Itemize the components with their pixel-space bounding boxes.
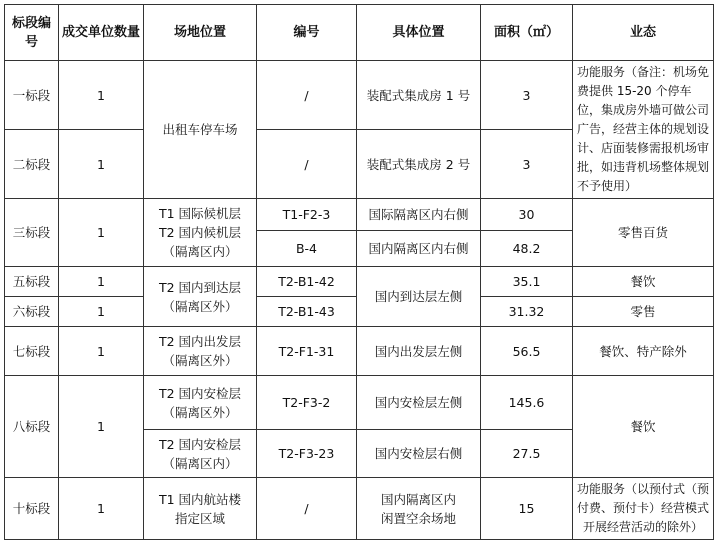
header-section: 标段编号 (5, 5, 59, 61)
bid-section-table (4, 4, 714, 540)
area-cell: 35.1 (481, 267, 573, 297)
header-detail: 具体位置 (357, 5, 481, 61)
area-cell: 3 (481, 130, 573, 199)
count-cell: 1 (59, 267, 144, 297)
area-cell: 27.5 (481, 430, 573, 478)
count-cell: 1 (59, 327, 144, 376)
location-cell: T2 国内到达层 （隔离区外） (144, 267, 257, 327)
section-cell: 一标段 (5, 61, 59, 130)
business-cell: 餐饮、特产除外 (573, 327, 714, 376)
area-cell: 31.32 (481, 297, 573, 327)
area-cell: 56.5 (481, 327, 573, 376)
table-row (5, 267, 714, 297)
detail-cell: 国内隔离区内右侧 (357, 231, 481, 267)
area-cell: 48.2 (481, 231, 573, 267)
code-cell: T2-F1-31 (257, 327, 357, 376)
count-cell: 1 (59, 61, 144, 130)
location-cell: T1 国际候机层 T2 国内候机层 （隔离区内） (144, 199, 257, 267)
location-cell: T1 国内航站楼 指定区域 (144, 478, 257, 540)
area-cell: 30 (481, 199, 573, 231)
area-cell: 3 (481, 61, 573, 130)
business-cell: 餐饮 (573, 376, 714, 478)
section-cell: 六标段 (5, 297, 59, 327)
business-cell: 零售 (573, 297, 714, 327)
code-cell: / (257, 130, 357, 199)
code-cell: / (257, 478, 357, 540)
area-cell: 15 (481, 478, 573, 540)
area-cell: 145.6 (481, 376, 573, 430)
section-cell: 八标段 (5, 376, 59, 478)
section-cell: 二标段 (5, 130, 59, 199)
detail-cell: 国内出发层左侧 (357, 327, 481, 376)
business-cell: 功能服务（备注：机场免费提供 15-20 个停车位，集成房外墙可做公司广告，经营主体的规划设计、店面装修需报机场审批，如违背机场整体规划不予使用） (573, 61, 714, 199)
section-cell: 十标段 (5, 478, 59, 540)
location-cell: T2 国内安检层 （隔离区内） (144, 430, 257, 478)
count-cell: 1 (59, 130, 144, 199)
count-cell: 1 (59, 297, 144, 327)
code-cell: B-4 (257, 231, 357, 267)
table-row (5, 61, 714, 130)
table-row (5, 199, 714, 231)
code-cell: / (257, 61, 357, 130)
header-code: 编号 (257, 5, 357, 61)
header-business: 业态 (573, 5, 714, 61)
detail-cell: 国内安检层右侧 (357, 430, 481, 478)
detail-cell: 国内隔离区内 闲置空余场地 (357, 478, 481, 540)
table-row (5, 376, 714, 430)
count-cell: 1 (59, 478, 144, 540)
header-area: 面积（㎡） (481, 5, 573, 61)
table-row (5, 327, 714, 376)
location-cell: T2 国内安检层 （隔离区外） (144, 376, 257, 430)
code-cell: T2-F3-23 (257, 430, 357, 478)
location-cell: T2 国内出发层 （隔离区外） (144, 327, 257, 376)
header-count: 成交单位数量 (59, 5, 144, 61)
count-cell: 1 (59, 199, 144, 267)
business-cell: 零售百货 (573, 199, 714, 267)
detail-cell: 国际隔离区内右侧 (357, 199, 481, 231)
code-cell: T2-B1-42 (257, 267, 357, 297)
location-cell: 出租车停车场 (144, 61, 257, 199)
section-cell: 三标段 (5, 199, 59, 267)
detail-cell: 装配式集成房 2 号 (357, 130, 481, 199)
business-cell: 功能服务（以预付式（预付费、预付卡）经营模式开展经营活动的除外） (573, 478, 714, 540)
header-location: 场地位置 (144, 5, 257, 61)
detail-cell: 装配式集成房 1 号 (357, 61, 481, 130)
code-cell: T2-F3-2 (257, 376, 357, 430)
code-cell: T2-B1-43 (257, 297, 357, 327)
business-cell: 餐饮 (573, 267, 714, 297)
section-cell: 五标段 (5, 267, 59, 297)
table-row (5, 478, 714, 540)
code-cell: T1-F2-3 (257, 199, 357, 231)
table-header-row (5, 5, 714, 61)
section-cell: 七标段 (5, 327, 59, 376)
detail-cell: 国内安检层左侧 (357, 376, 481, 430)
detail-cell: 国内到达层左侧 (357, 267, 481, 327)
count-cell: 1 (59, 376, 144, 478)
